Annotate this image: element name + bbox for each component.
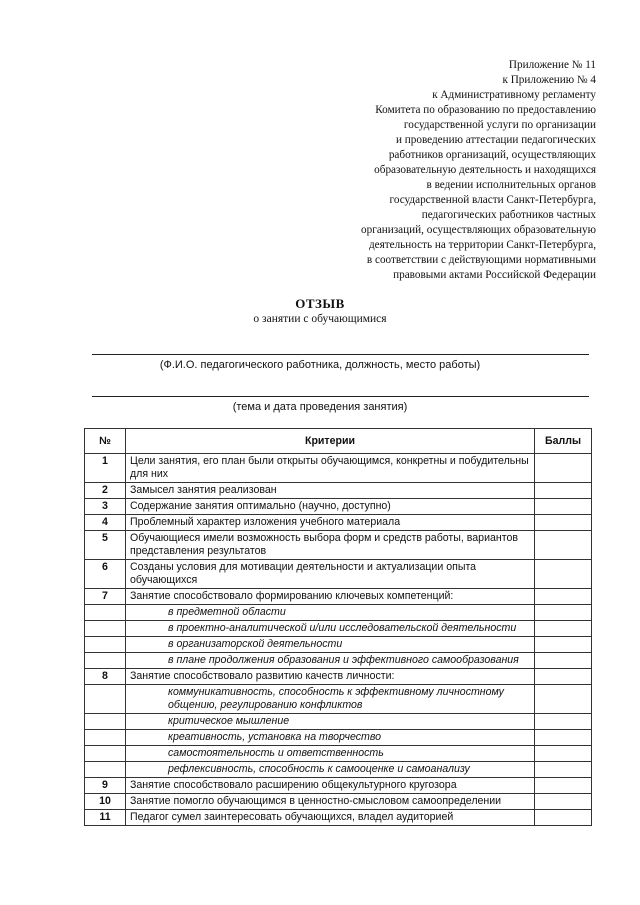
appendix-line: Комитета по образованию по предоставлению [375,104,596,116]
row-score-cell[interactable] [535,621,592,637]
table-row [85,794,592,810]
row-number: 1 [85,454,126,483]
teacher-info-caption: (Ф.И.О. педагогического работника, должность, место работы) [159,359,481,371]
lesson-topic-caption: (тема и дата проведения занятия) [232,401,408,413]
row-criterion: Педагог сумел заинтересовать обучающихся, владел аудиторией [126,810,535,826]
row-score-cell[interactable] [535,669,592,685]
document-title: ОТЗЫВ [295,296,345,311]
row-number [85,621,126,637]
document-subtitle: о занятии с обучающимися [253,313,387,325]
row-criterion: в организаторской деятельности [126,637,535,653]
row-criterion: Цели занятия, его план были открыты обучающимся, конкретны и побудительны для них [126,454,535,483]
row-number [85,653,126,669]
table-row [85,605,592,621]
row-number: 9 [85,778,126,794]
row-score-cell[interactable] [535,637,592,653]
appendix-line: в ведении исполнительных органов [426,179,596,191]
appendix-line: Приложение № 11 [508,59,596,71]
row-number [85,685,126,714]
table-row [85,560,592,589]
criteria-table [84,428,592,826]
row-criterion: Содержание занятия оптимально (научно, доступно) [126,499,535,515]
table-row [85,515,592,531]
row-score-cell[interactable] [535,794,592,810]
row-criterion: Занятие способствовало формированию ключевых компетенций: [126,589,535,605]
row-score-cell[interactable] [535,714,592,730]
table-row [85,669,592,685]
row-number: 8 [85,669,126,685]
row-score-cell[interactable] [535,499,592,515]
row-number [85,730,126,746]
row-number [85,714,126,730]
table-row [85,589,592,605]
appendix-line: в соответствии с действующими нормативными [366,254,596,266]
row-score-cell[interactable] [535,653,592,669]
table-row [85,653,592,669]
appendix-line: государственной услуги по организации [403,119,596,131]
row-number [85,746,126,762]
appendix-line: работников организаций, осуществляющих [388,149,596,161]
appendix-line: деятельность на территории Санкт-Петербурга, [368,239,596,251]
row-number: 5 [85,531,126,560]
row-score-cell[interactable] [535,762,592,778]
header-score: Баллы [535,429,592,454]
table-row [85,621,592,637]
table-row [85,762,592,778]
row-criterion: в проектно-аналитической и/или исследовательской деятельности [126,621,535,637]
row-score-cell[interactable] [535,810,592,826]
appendix-line: правовыми актами Российской Федерации [393,269,596,281]
table-header-row [85,429,592,454]
row-number: 10 [85,794,126,810]
row-criterion: Занятие способствовало расширению общекультурного кругозора [126,778,535,794]
table-row [85,499,592,515]
row-number: 11 [85,810,126,826]
row-score-cell[interactable] [535,605,592,621]
appendix-line: государственной власти Санкт-Петербурга, [389,194,596,206]
row-score-cell[interactable] [535,483,592,499]
row-criterion: самостоятельность и ответственность [126,746,535,762]
lesson-topic-line [92,396,589,397]
table-row [85,810,592,826]
row-criterion: критическое мышление [126,714,535,730]
appendix-line: организаций, осуществляющих образовательную [361,224,596,236]
row-criterion: Занятие способствовало развитию качеств личности: [126,669,535,685]
row-number: 3 [85,499,126,515]
row-score-cell[interactable] [535,560,592,589]
row-score-cell[interactable] [535,454,592,483]
row-score-cell[interactable] [535,589,592,605]
row-number: 6 [85,560,126,589]
table-row [85,714,592,730]
row-number [85,605,126,621]
appendix-line: к Приложению № 4 [502,74,596,86]
row-number: 2 [85,483,126,499]
row-score-cell[interactable] [535,531,592,560]
row-criterion: коммуникативность, способность к эффективному личностному общению, регулированию конфликтов [126,685,535,714]
header-num: № [85,429,126,454]
table-row [85,730,592,746]
row-number: 7 [85,589,126,605]
header-criteria: Критерии [126,429,535,454]
row-score-cell[interactable] [535,746,592,762]
row-score-cell[interactable] [535,730,592,746]
appendix-line: педагогических работников частных [421,209,596,221]
table-row [85,778,592,794]
row-criterion: рефлексивность, способность к самооценке и самоанализу [126,762,535,778]
row-score-cell[interactable] [535,515,592,531]
row-number [85,637,126,653]
row-score-cell[interactable] [535,685,592,714]
table-row [85,637,592,653]
row-number: 4 [85,515,126,531]
row-score-cell[interactable] [535,778,592,794]
row-criterion: Замысел занятия реализован [126,483,535,499]
row-criterion: Проблемный характер изложения учебного материала [126,515,535,531]
table-row [85,454,592,483]
teacher-info-line [92,354,589,355]
appendix-line: к Административному регламенту [432,89,596,101]
row-criterion: Обучающиеся имели возможность выбора форм и средств работы, вариантов представления результатов [126,531,535,560]
appendix-line: образовательную деятельность и находящихся [374,164,596,176]
row-number [85,762,126,778]
table-row [85,746,592,762]
row-criterion: креативность, установка на творчество [126,730,535,746]
row-criterion: Созданы условия для мотивации деятельности и актуализации опыта обучающихся [126,560,535,589]
appendix-line: и проведению аттестации педагогических [396,134,596,146]
row-criterion: в предметной области [126,605,535,621]
table-row [85,483,592,499]
row-criterion: в плане продолжения образования и эффективного самообразования [126,653,535,669]
table-row [85,685,592,714]
table-row [85,531,592,560]
row-criterion: Занятие помогло обучающимся в ценностно-смысловом самоопределении [126,794,535,810]
appendix-block [296,58,596,283]
